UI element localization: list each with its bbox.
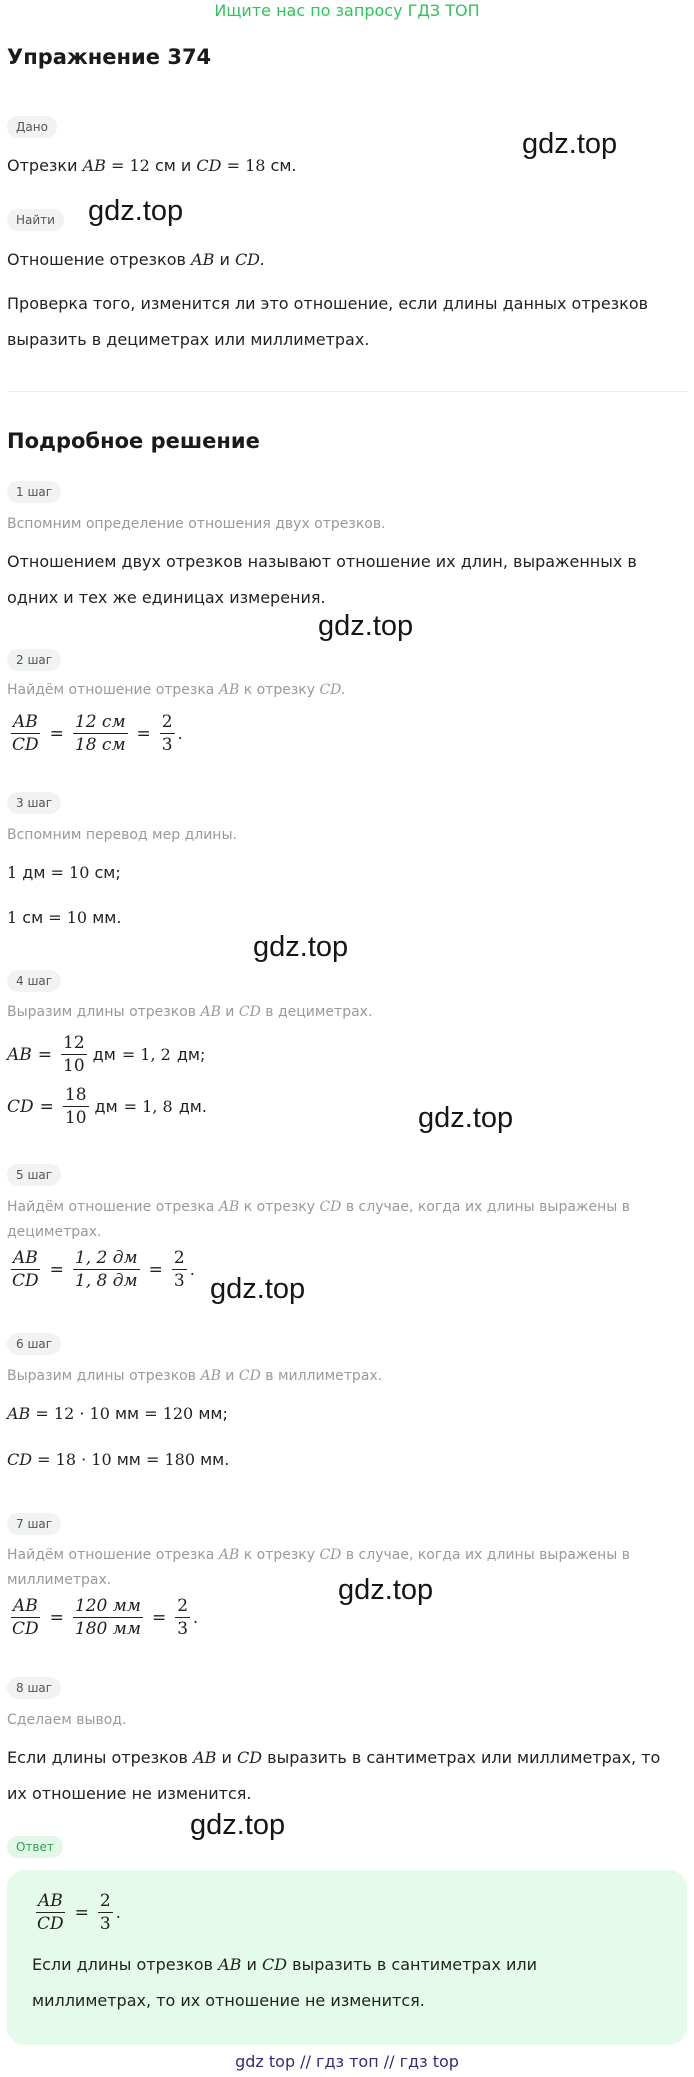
answer-badge: Ответ: [7, 1836, 63, 1858]
step-8-subtitle: Сделаем вывод.: [7, 1712, 127, 1728]
watermark: gdz.top: [190, 1809, 286, 1841]
step-5-formula: $\frac{AB}{CD}$ = $\frac{1, 2 дм}{1, 8 дм}$ = $\frac{2}{3}$ .: [12, 1248, 195, 1291]
step-4-badge: 4 шаг: [7, 970, 61, 992]
step-4-formula-cd: CD = $\frac{18}{10}$ дм = 1, 8 дм.: [7, 1085, 207, 1128]
step-1-line-2: одних и тех же единицах измерения.: [7, 588, 326, 607]
section-divider: [7, 391, 687, 392]
step-7-badge: 7 шаг: [7, 1513, 61, 1535]
step-8-line-1: Если длины отрезков AB и CD выразить в сантиметрах или миллиметрах, то: [7, 1748, 661, 1767]
step-3-line-1: 1 дм = 10 см;: [7, 863, 121, 882]
find-badge: Найти: [7, 209, 64, 231]
answer-line-2: миллиметрах, то их отношение не изменится.: [32, 1991, 425, 2010]
watermark: gdz.top: [253, 931, 349, 963]
answer-line-1: Если длины отрезков AB и CD выразить в сантиметрах или: [32, 1955, 537, 1974]
step-8-line-2: их отношение не изменится.: [7, 1784, 252, 1803]
watermark: gdz.top: [88, 195, 184, 227]
step-6-line-1: AB = 12 · 10 мм = 120 мм;: [7, 1404, 228, 1423]
step-5-badge: 5 шаг: [7, 1164, 61, 1186]
step-8-badge: 8 шаг: [7, 1677, 61, 1699]
step-4-formula-ab: AB = $\frac{12}{10}$ дм = 1, 2 дм;: [7, 1033, 206, 1076]
step-1-badge: 1 шаг: [7, 481, 61, 503]
watermark: gdz.top: [338, 1574, 434, 1606]
step-4-subtitle: Выразим длины отрезков AB и CD в дециметрах.: [7, 1004, 373, 1020]
find-line-1: Отношение отрезков AB и CD.: [7, 250, 265, 269]
step-2-formula: $\frac{AB}{CD}$ = $\frac{12 см}{18 см}$ = $\frac{2}{3}$ .: [12, 712, 183, 755]
step-7-subtitle-2: миллиметрах.: [7, 1572, 112, 1588]
watermark: gdz.top: [318, 610, 414, 642]
solution-title: Подробное решение: [7, 429, 260, 453]
watermark: gdz.top: [418, 1102, 514, 1134]
step-1-subtitle: Вспомним определение отношения двух отрезков.: [7, 516, 386, 532]
step-7-subtitle-1: Найдём отношение отрезка AB к отрезку CD в случае, когда их длины выражены в: [7, 1547, 631, 1563]
step-2-badge: 2 шаг: [7, 649, 61, 671]
step-5-subtitle-2: дециметрах.: [7, 1224, 102, 1240]
footer-links[interactable]: gdz top // гдз топ // гдз top: [235, 2052, 459, 2071]
find-line-2: Проверка того, изменится ли это отношение, если длины данных отрезков: [7, 294, 649, 313]
step-6-badge: 6 шаг: [7, 1333, 61, 1355]
step-7-formula: $\frac{AB}{CD}$ = $\frac{120 мм}{180 мм}$ = $\frac{2}{3}$ .: [12, 1596, 199, 1639]
step-3-badge: 3 шаг: [7, 792, 61, 814]
given-badge: Дано: [7, 116, 57, 138]
step-6-subtitle: Выразим длины отрезков AB и CD в миллиметрах.: [7, 1368, 383, 1384]
step-2-subtitle: Найдём отношение отрезка AB к отрезку CD.: [7, 682, 346, 698]
step-6-line-2: CD = 18 · 10 мм = 180 мм.: [7, 1450, 230, 1469]
step-3-subtitle: Вспомним перевод мер длины.: [7, 827, 237, 843]
page-title: Упражнение 374: [7, 45, 212, 69]
answer-formula: $\frac{AB}{CD}$ = $\frac{2}{3}$ .: [37, 1891, 121, 1934]
find-line-3: выразить в дециметрах или миллиметрах.: [7, 330, 370, 349]
watermark: gdz.top: [522, 128, 618, 160]
step-1-line-1: Отношением двух отрезков называют отношение их длин, выраженных в: [7, 552, 637, 571]
step-5-subtitle-1: Найдём отношение отрезка AB к отрезку CD в случае, когда их длины выражены в: [7, 1199, 631, 1215]
step-3-line-2: 1 см = 10 мм.: [7, 908, 122, 927]
watermark: gdz.top: [210, 1273, 306, 1305]
given-text: Отрезки AB = 12 см и CD = 18 см.: [7, 156, 297, 175]
search-hint-link[interactable]: Ищите нас по запросу ГДЗ ТОП: [214, 1, 480, 20]
